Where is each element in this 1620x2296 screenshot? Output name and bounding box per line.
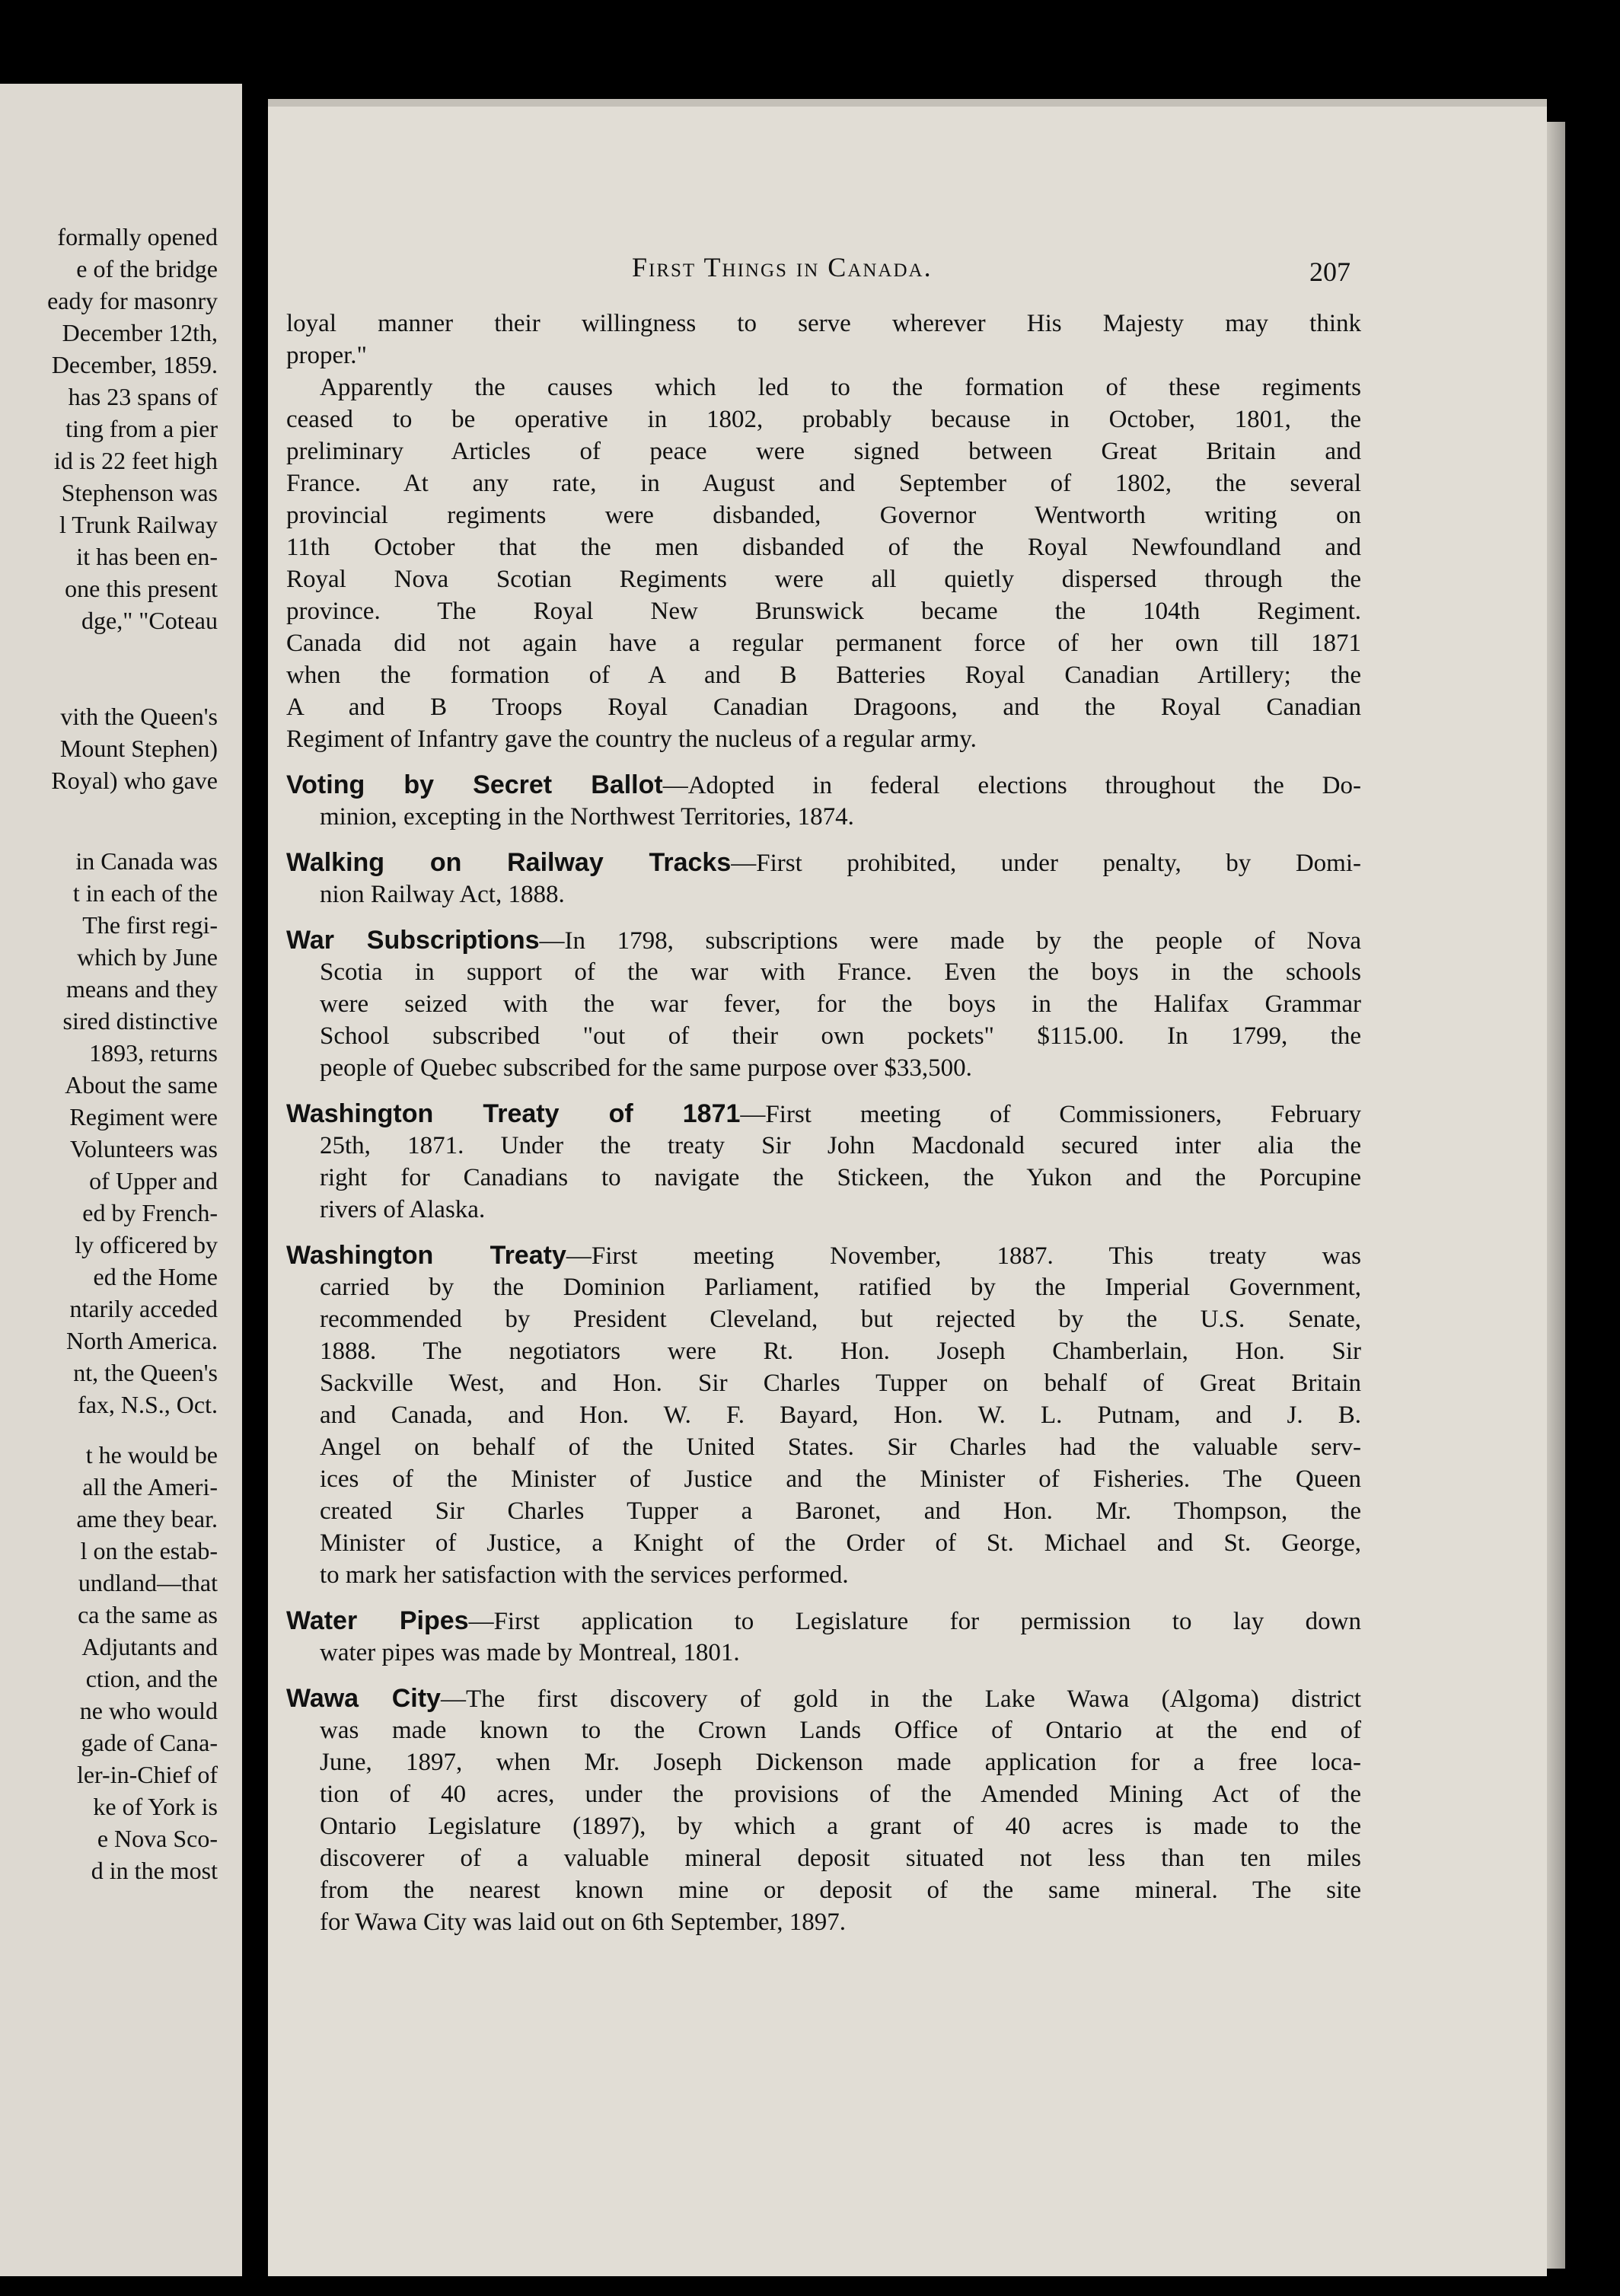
entry-line: and Canada, and Hon. W. F. Bayard, Hon. W. L. Putnam, and J. B. (320, 1402, 1361, 1429)
book-gutter (242, 0, 265, 2296)
entry-first-line (286, 1605, 1361, 1637)
entry-line: minion, excepting in the Northwest Territories, 1874. (320, 803, 854, 831)
facing-page-line: of Upper and (89, 1167, 218, 1194)
facing-page-block (0, 700, 218, 796)
entry-line: Ontario Legislature (1897), by which a grant of 40 acres is made to the (320, 1813, 1361, 1840)
facing-page-line: sired distinctive (62, 1007, 218, 1035)
entry-line: rivers of Alaska. (320, 1196, 486, 1223)
entry-first-line (286, 847, 1361, 879)
entry-line: tion of 40 acres, under the provisions of the Amended Mining Act of the (320, 1781, 1361, 1808)
facing-page-line: all the Ameri- (82, 1473, 218, 1500)
facing-page-line: ction, and the (85, 1665, 218, 1692)
entry-heading: Water Pipes (286, 1606, 469, 1635)
text-line: Canada did not again have a regular permanent force of her own till 1871 (286, 630, 1361, 657)
entry (286, 924, 1361, 1084)
facing-page-line: one this present (65, 575, 218, 602)
facing-page-block (0, 221, 218, 636)
text-line: preliminary Articles of peace were signed between Great Britain and (286, 438, 1361, 465)
text-line: France. At any rate, in August and September of 1802, the several (286, 470, 1361, 497)
facing-page-line: formally opened (57, 223, 218, 250)
facing-page-line: Volunteers was (69, 1135, 218, 1162)
entry-heading: Washington Treaty (286, 1241, 566, 1270)
facing-page-line: l on the estab- (80, 1537, 218, 1564)
entry-heading: Wawa City (286, 1684, 441, 1713)
facing-page-line: ca the same as (78, 1601, 218, 1628)
facing-page-line: l Trunk Railway (59, 511, 218, 538)
text-line: province. The Royal New Brunswick became the 104th Regiment. (286, 598, 1361, 625)
facing-page-line: December, 1859. (51, 351, 218, 378)
facing-page-line: t he would be (85, 1441, 218, 1468)
facing-page-line: fax, N.S., Oct. (78, 1391, 218, 1418)
entry-line: Minister of Justice, a Knight of the Order of St. Michael and St. George, (320, 1529, 1361, 1557)
entry-first-line (286, 1098, 1361, 1130)
text-line: Regiment of Infantry gave the country the nucleus of a regular army. (286, 725, 977, 753)
entry-line: Angel on behalf of the United States. Sir Charles had the valuable serv- (320, 1433, 1361, 1461)
entry-first-line (286, 1239, 1361, 1271)
facing-page-line: ke of York is (93, 1793, 218, 1820)
entry-text: —In 1798, subscriptions were made by the people of Nova (539, 927, 1361, 955)
entry-line: June, 1897, when Mr. Joseph Dickenson made application for a free loca- (320, 1749, 1361, 1776)
entry-line: from the nearest known mine or deposit of the same mineral. The site (320, 1877, 1361, 1904)
facing-page-line: About the same (65, 1071, 218, 1099)
entry-line: Scotia in support of the war with France. Even the boys in the schools (320, 958, 1361, 986)
entry-text: —Adopted in federal elections throughout the Do- (662, 772, 1361, 799)
entry-line: created Sir Charles Tupper a Baronet, and Hon. Mr. Thompson, the (320, 1497, 1361, 1525)
entry-text: —First application to Legislature for permission to lay down (468, 1608, 1361, 1635)
entry-line: Sackville West, and Hon. Sir Charles Tupper on behalf of Great Britain (320, 1370, 1361, 1397)
facing-page-line: dge," "Coteau (81, 607, 218, 634)
facing-page-line: North America. (65, 1327, 218, 1354)
entry-line: nion Railway Act, 1888. (320, 881, 565, 908)
facing-page-line: 1893, returns (89, 1039, 218, 1067)
facing-page-line: e of the bridge (76, 255, 218, 282)
entry-text: —First prohibited, under penalty, by Domi- (731, 850, 1361, 877)
entry-first-line (286, 924, 1361, 956)
facing-page-line: ne who would (79, 1697, 218, 1724)
entry (286, 847, 1361, 910)
facing-page-line: Regiment were (69, 1103, 218, 1130)
entries (286, 769, 1361, 1938)
facing-page-line: e Nova Sco- (97, 1825, 218, 1852)
entry-line: right for Canadians to navigate the Stickeen, the Yukon and the Porcupine (320, 1164, 1361, 1191)
entry-line: were seized with the war fever, for the boys in the Halifax Grammar (320, 990, 1361, 1018)
text-line: proper." (286, 342, 368, 369)
entry-line: 1888. The negotiators were Rt. Hon. Joseph Chamberlain, Hon. Sir (320, 1338, 1361, 1365)
entry-heading: Voting by Secret Ballot (286, 770, 663, 799)
facing-page-line: undland—that (78, 1569, 218, 1596)
entry (286, 1098, 1361, 1226)
text-line: ceased to be operative in 1802, probably because in October, 1801, the (286, 406, 1361, 433)
facing-page-line: has 23 spans of (68, 383, 218, 410)
facing-page-line: nt, the Queen's (73, 1359, 218, 1386)
entry-first-line (286, 1682, 1361, 1714)
text-line: provincial regiments were disbanded, Governor Wentworth writing on (286, 502, 1361, 529)
entry-heading: War Subscriptions (286, 926, 540, 955)
facing-page-line: ly officered by (75, 1231, 218, 1258)
facing-page-line: ed by French- (82, 1199, 218, 1226)
entry-text: —First meeting of Commissioners, February (740, 1101, 1361, 1128)
text-line: Apparently the causes which led to the formation of these regiments (320, 374, 1361, 401)
text-line: A and B Troops Royal Canadian Dragoons, and the Royal Canadian (286, 694, 1361, 721)
entry-line: discoverer of a valuable mineral deposit situated not less than ten miles (320, 1845, 1361, 1872)
facing-page-line: ting from a pier (65, 415, 218, 442)
entry-line: for Wawa City was laid out on 6th September, 1897. (320, 1909, 847, 1936)
entry-text: —First meeting November, 1887. This treaty was (566, 1242, 1361, 1270)
facing-page-line: gade of Cana- (81, 1729, 218, 1756)
facing-page-line: eady for masonry (47, 287, 218, 314)
facing-page-line: Stephenson was (61, 479, 218, 506)
facing-page-line: ler-in-Chief of (76, 1761, 218, 1788)
facing-page-line: Adjutants and (81, 1633, 218, 1660)
text-line: loyal manner their willingness to serve wherever His Majesty may think (286, 310, 1361, 337)
entry-line: 25th, 1871. Under the treaty Sir John Macdonald secured inter alia the (320, 1132, 1361, 1159)
text-line: Royal Nova Scotian Regiments were all quietly dispersed through the (286, 566, 1361, 593)
facing-page-line: it has been en- (76, 543, 218, 570)
entry-text: —The first discovery of gold in the Lake Wawa (Algoma) district (440, 1685, 1361, 1713)
facing-page-line: ame they bear. (76, 1505, 218, 1532)
page-number: 207 (1309, 257, 1351, 287)
facing-page-line: which by June (77, 943, 218, 971)
entry (286, 1605, 1361, 1669)
facing-page-line: t in each of the (72, 879, 218, 907)
facing-page-line: ed the Home (93, 1263, 218, 1290)
facing-page-line: vith the Queen's (60, 703, 218, 730)
text-line: when the formation of A and B Batteries Royal Canadian Artillery; the (286, 662, 1361, 689)
entry-first-line (286, 769, 1361, 801)
entry-line: School subscribed "out of their own pockets" $115.00. In 1799, the (320, 1022, 1361, 1050)
body-text (286, 308, 1361, 1938)
facing-page-line: id is 22 feet high (53, 447, 218, 474)
entry-line: recommended by President Cleveland, but rejected by the U.S. Senate, (320, 1306, 1361, 1333)
entry-heading: Washington Treaty of 1871 (286, 1099, 741, 1128)
running-head: First Things in Canada. (632, 252, 933, 282)
entry-line: to mark her satisfaction with the services performed. (320, 1561, 849, 1589)
facing-page-line: Mount Stephen) (59, 735, 218, 762)
entry-line: people of Quebec subscribed for the same purpose over $33,500. (320, 1054, 972, 1082)
facing-page-line: ntarily acceded (69, 1295, 218, 1322)
facing-page (0, 84, 242, 2276)
facing-page-block (0, 845, 218, 1421)
entry-line: water pipes was made by Montreal, 1801. (320, 1639, 740, 1666)
entry (286, 1239, 1361, 1591)
entry (286, 1682, 1361, 1938)
continuation-paragraph (286, 308, 1361, 755)
facing-page-block (0, 1439, 218, 1886)
facing-page-line: December 12th, (62, 319, 218, 346)
entry-line: carried by the Dominion Parliament, ratified by the Imperial Government, (320, 1274, 1361, 1301)
text-line: 11th October that the men disbanded of the Royal Newfoundland and (286, 534, 1361, 561)
entry-line: ices of the Minister of Justice and the Minister of Fisheries. The Queen (320, 1465, 1361, 1493)
page-edge-shadow (1547, 122, 1565, 2269)
entry-heading: Walking on Railway Tracks (286, 848, 732, 877)
entry-line: was made known to the Crown Lands Office of Ontario at the end of (320, 1717, 1361, 1744)
facing-page-line: d in the most (91, 1857, 218, 1884)
facing-page-line: in Canada was (75, 847, 218, 875)
entry (286, 769, 1361, 833)
facing-page-line: The first regi- (82, 911, 218, 939)
facing-page-line: Royal) who gave (51, 767, 218, 794)
facing-page-line: means and they (65, 975, 218, 1003)
